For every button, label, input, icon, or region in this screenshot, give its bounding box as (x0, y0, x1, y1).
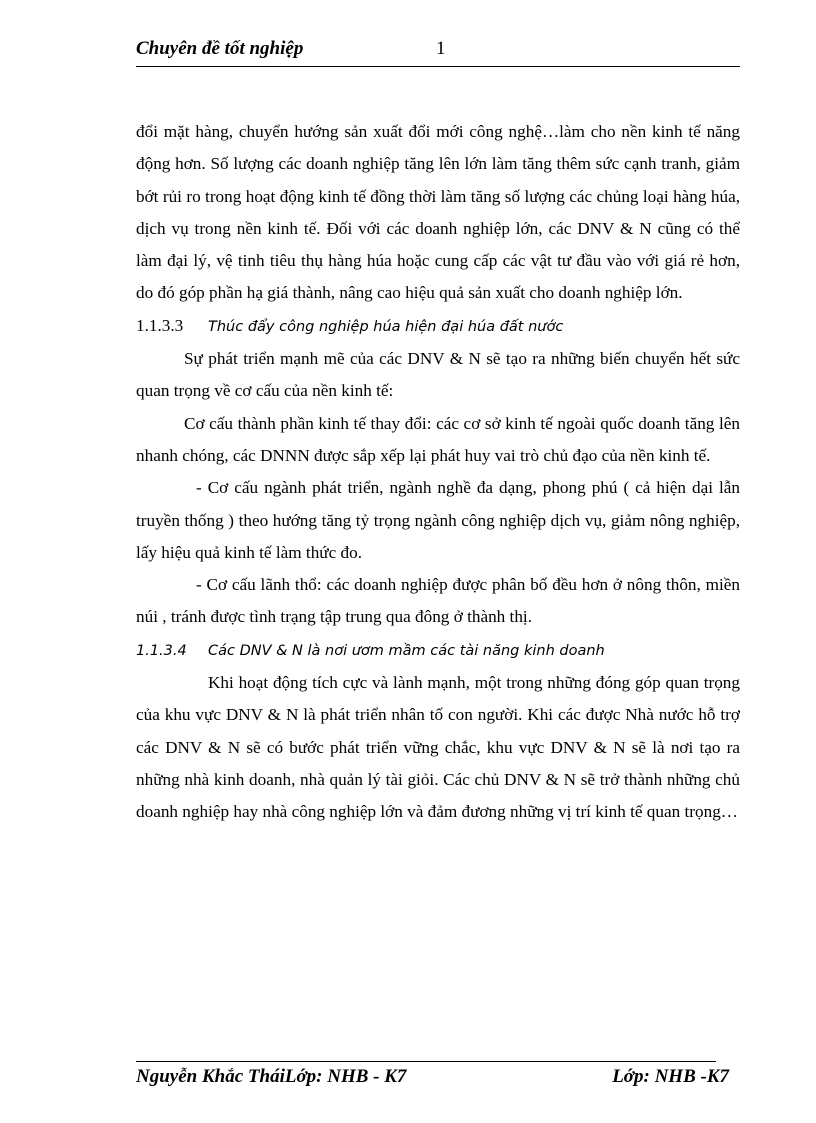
page-header (136, 36, 740, 67)
paragraph-intro: Sự phát triển mạnh mẽ của các DNV & N sẽ tạo ra những biến chuyển hết sức quan trọng về cơ cấu của nền kinh tế: (136, 349, 740, 401)
paragraph-continuation: đổi mặt hàng, chuyển hướng sản xuất đổi mới công nghệ…làm cho nền kinh tế năng động hơn. Số lượng các doanh nghiệp tăng lên lớn làm tăng thêm sức cạnh tranh, giảm bớt rủi ro trong hoạt động kinh tế đồng thời làm tăng số lượng các chủng loại hàng húa, dịch vụ trong nền kinh tế. Đối với các doanh nghiệp lớn, các DNV & N cũng có thể làm đại lý, vệ tinh tiêu thụ hàng húa hoặc cung cấp các vật tư đầu vào với giá rẻ hơn, do đó góp phần hạ giá thành, nâng cao hiệu quả sản xuất cho doanh nghiệp lớn. (136, 122, 740, 303)
paragraph-economic-sectors: Cơ cấu thành phần kinh tế thay đổi: các cơ sở kinh tế ngoài quốc doanh tăng lên nhanh chóng, các DNNN được sắp xếp lại phát huy vai trò chủ đạo của nền kinh tế. (136, 413, 740, 465)
header-title: Chuyên đề tốt nghiệp (136, 38, 304, 59)
section-heading-1-1-3-4 (136, 634, 740, 667)
section-number: 1.1.3.3 (136, 315, 184, 335)
footer-divider (136, 1061, 716, 1062)
bullet-industry-structure: - Cơ cấu ngành phát triển, ngành nghề đa dạng, phong phú ( cả hiện dại lẫn truyền thống ) theo hướng tăng tỷ trọng ngành công nghiệp dịch vụ, giảm nông nghiệp, lấy hiệu quả kinh tế làm thức đo. (136, 478, 740, 562)
footer-class: Lớp: NHB -K7 (612, 1066, 729, 1087)
document-body (136, 116, 740, 829)
section-title: Các DNV & N là nơi ươm mầm các tài năng kinh doanh (208, 642, 605, 659)
section-heading-1-1-3-3 (136, 310, 740, 343)
page-number: 1 (436, 38, 446, 59)
section-title: Thúc đẩy công nghiệp húa hiện đại húa đất nước (208, 318, 564, 335)
bullet-territorial-structure: - Cơ cấu lãnh thổ: các doanh nghiệp được phân bố đều hơn ở nông thôn, miền núi , tránh được tình trạng tập trung qua đông ở thành thị. (136, 575, 740, 627)
footer-author: Nguyễn Khắc TháiLớp: NHB - K7 (136, 1066, 407, 1087)
section-number: 1.1.3.4 (136, 642, 187, 659)
paragraph-talent: Khi hoạt động tích cực và lành mạnh, một trong những đóng góp quan trọng của khu vực DNV & N là phát triển nhân tố con người. Khi các được Nhà nước hỗ trợ các DNV & N sẽ có bước phát triển vững chắc, khu vực DNV & N sẽ là nơi tạo ra những nhà kinh doanh, nhà quản lý tài giỏi. Các chủ DNV & N sẽ trở thành những chủ doanh nghiệp hay nhà công nghiệp lớn và đảm đương những vị trí kinh tế quan trọng… (136, 673, 740, 822)
